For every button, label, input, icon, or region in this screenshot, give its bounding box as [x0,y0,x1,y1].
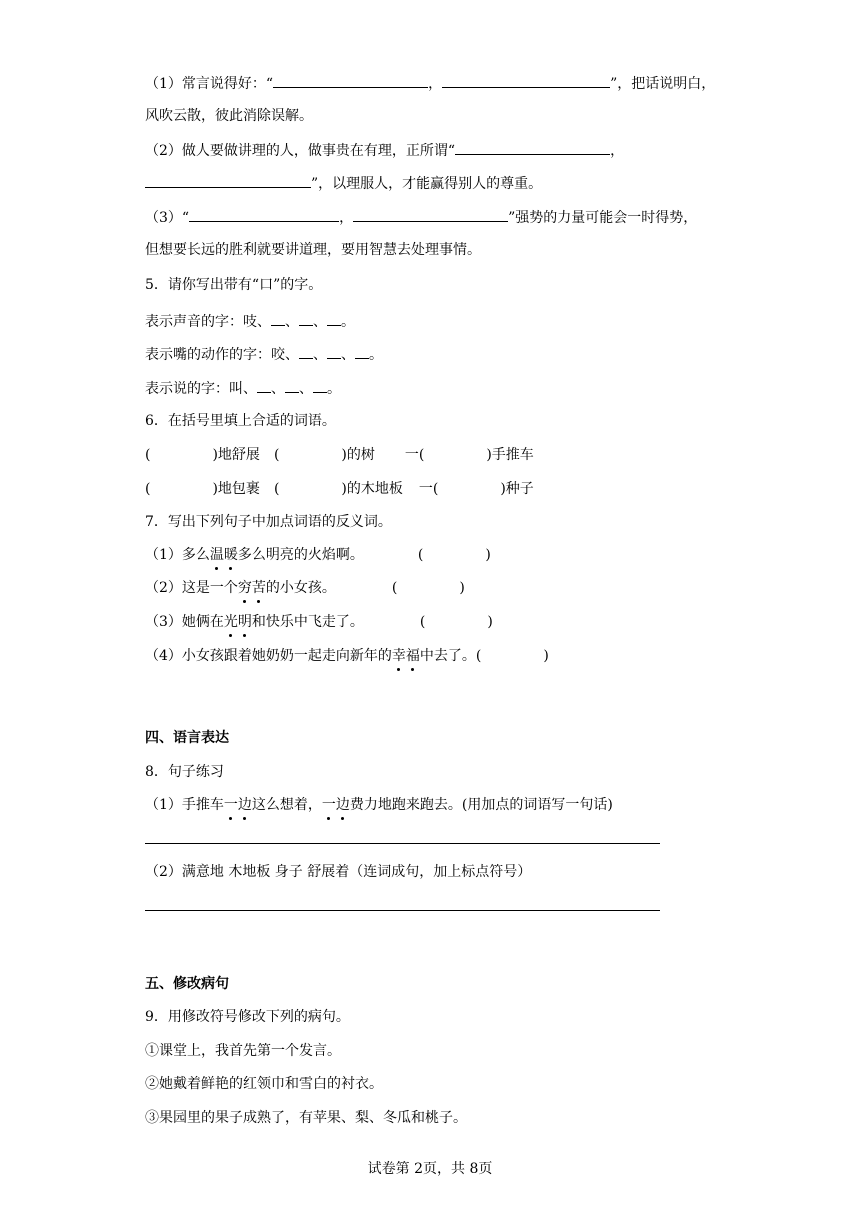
q8-item-1: （1）手推车一边这么想着，一边费力地跑来跑去。(用加点的词语写一句话) [145,797,613,813]
dotted-char: 边 [335,797,350,813]
answer-blank[interactable] [327,311,341,326]
answer-blank[interactable] [442,73,610,88]
q9-item: ③果园里的果子成熟了，有苹果、梨、冬瓜和桃子。 [145,1110,467,1126]
q5-title: 5．请你写出带有“口”的字。 [145,277,323,293]
answer-line[interactable] [145,910,660,911]
dotted-char: 温 [209,547,224,563]
q8-item-2: （2）满意地 木地板 身子 舒展着（连词成句，加上标点符号） [145,864,532,880]
answer-blank[interactable] [313,378,327,393]
answer-line[interactable] [145,843,660,844]
dotted-char: 明 [237,614,252,630]
q6-title: 6．在括号里填上合适的词语。 [145,413,336,429]
answer-blank[interactable] [355,344,369,359]
dotted-char: 穷 [237,580,252,596]
q6-row-1: ( )地舒展 ( )的树 一( )手推车 [145,447,534,463]
dotted-char: 福 [405,648,420,664]
q9-title: 9．用修改符号修改下列的病句。 [145,1009,350,1025]
q9-item: ①课堂上，我首先第一个发言。 [145,1043,341,1059]
answer-blank[interactable] [257,378,271,393]
q7-item-1: （1）多么温暖多么明亮的火焰啊。 ( ) [145,547,491,563]
dotted-char: 边 [237,797,252,813]
dotted-char: 光 [223,614,238,630]
q7-item-3: （3）她俩在光明和快乐中飞走了。 ( ) [145,614,493,630]
q4-item-2-line1: （2）做人要做讲理的人，做事贵在有理，正所谓“ ， [145,140,624,161]
q5-row-sound: 表示声音的字：吱、 、 、 。 [145,311,355,332]
q4-item-1-line1: （1）常言说得好：“ ， ”，把话说明白， [145,73,715,94]
answer-blank[interactable] [299,344,313,359]
q6-row-2: ( )地包裹 ( )的木地板 一( )种子 [145,481,534,497]
q4-item-3-line2: 但想要长远的胜利就要讲道理，要用智慧去处理事情。 [145,242,481,258]
section-heading: 五、修改病句 [145,976,229,992]
answer-blank[interactable] [327,344,341,359]
q7-item-2: （2）这是一个穷苦的小女孩。 ( ) [145,580,465,596]
dotted-char: 幸 [391,648,406,664]
q4-item-3-line1: （3）“ ， ”强势的力量可能会一时得势， [145,207,697,228]
dotted-char: 苦 [251,580,266,596]
answer-blank[interactable] [285,378,299,393]
q5-row-mouth: 表示嘴的动作的字：咬、 、 、 。 [145,344,383,365]
page-footer: 试卷第 2页，共 8页 [367,1161,493,1177]
q4-item-2-line2: ”，以理服人，才能赢得别人的尊重。 [145,173,542,194]
q4-item-1-line2: 风吹云散，彼此消除误解。 [145,108,313,124]
section-heading: 四、语言表达 [145,730,229,746]
q5-row-speak: 表示说的字：叫、 、 、 。 [145,378,341,399]
q8-title: 8．句子练习 [145,764,224,780]
dotted-char: 一 [223,797,238,813]
q7-title: 7．写出下列句子中加点词语的反义词。 [145,514,392,530]
answer-blank[interactable] [145,173,311,188]
dotted-char: 暖 [223,547,238,563]
q9-item: ②她戴着鲜艳的红领巾和雪白的衬衣。 [145,1076,383,1092]
dotted-char: 一 [321,797,336,813]
answer-blank[interactable] [271,311,285,326]
answer-blank[interactable] [299,311,313,326]
q7-item-4: （4）小女孩跟着她奶奶一起走向新年的幸福中去了。( ) [145,648,549,664]
answer-blank[interactable] [273,73,428,88]
answer-blank[interactable] [189,207,339,222]
answer-blank[interactable] [455,140,610,155]
answer-blank[interactable] [353,207,508,222]
